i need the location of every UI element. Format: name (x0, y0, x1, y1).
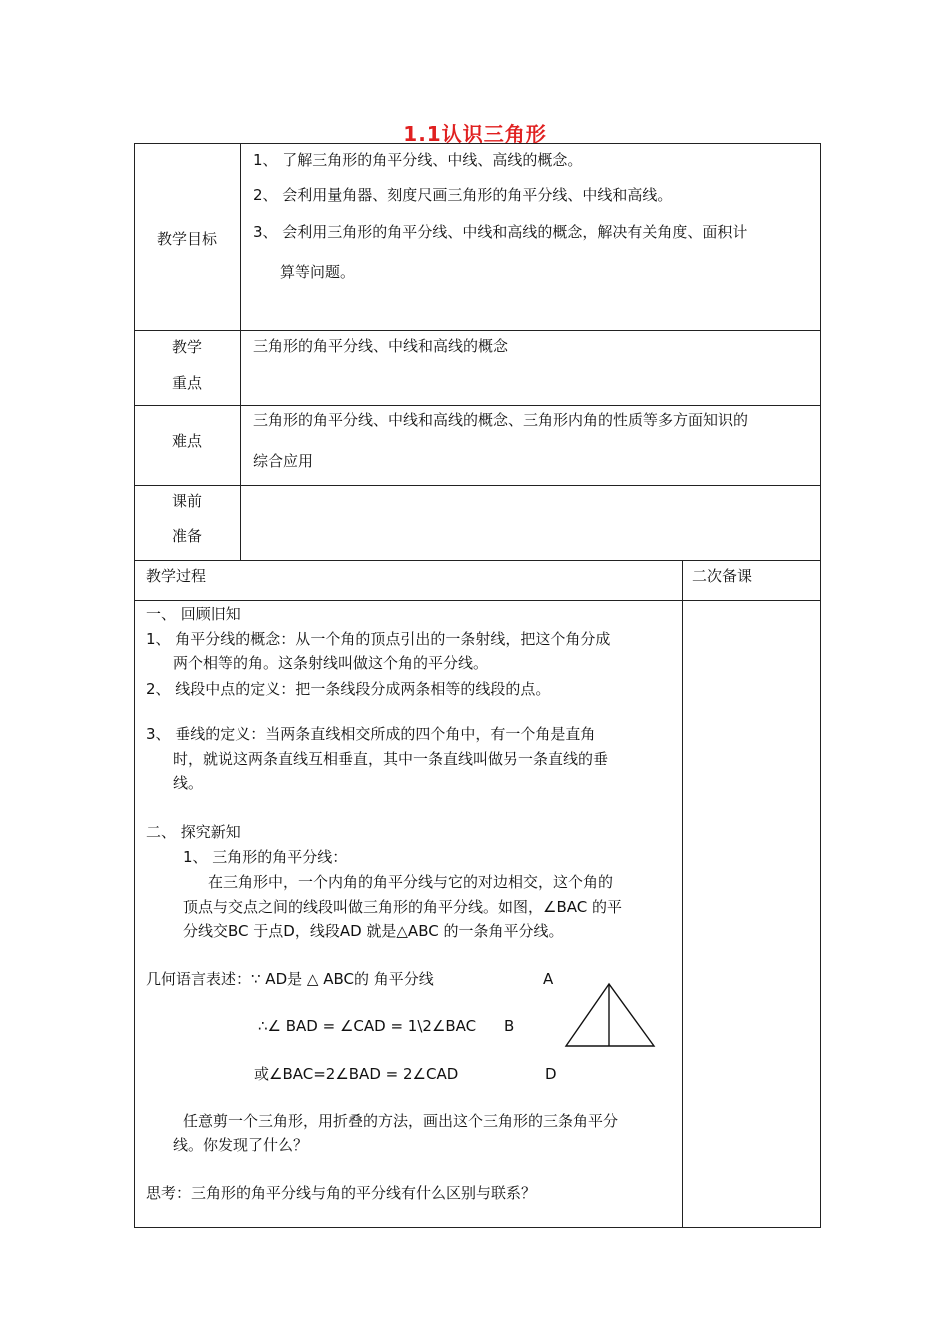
triangle-figure (560, 980, 660, 1052)
review-item: 3、 垂线的定义：当两条直线相交所成的四个角中，有一个角是直角 (146, 725, 596, 743)
review-item: 2、 线段中点的定义：把一条线段分成两条相等的线段的点。 (146, 680, 551, 698)
difficulties-content: 综合应用 (253, 452, 314, 470)
row-divider (134, 600, 821, 601)
triangle-abc (566, 984, 654, 1046)
geometry-statement: 几何语言表述：∵ AD是 △ ABC的 角平分线 (146, 970, 434, 988)
difficulties-content: 三角形的角平分线、中线和高线的概念、三角形内角的性质等多方面知识的 (253, 411, 749, 429)
key-points-content: 三角形的角平分线、中线和高线的概念 (253, 337, 509, 355)
column-divider (682, 560, 683, 1228)
review-heading: 一、 回顾旧知 (146, 605, 241, 623)
review-item: 1、 角平分线的概念：从一个角的顶点引出的一条射线，把这个角分成 (146, 630, 611, 648)
geometry-statement: ∴∠ BAD = ∠CAD = 1\2∠BAC (258, 1017, 477, 1035)
row-divider (134, 485, 821, 486)
key-points-label: 教学 (171, 338, 202, 356)
think-question: 思考：三角形的角平分线与角的平分线有什么区别与联系？ (146, 1184, 537, 1202)
table-divider (240, 143, 241, 561)
review-item: 线。 (173, 774, 204, 792)
objective-item: 算等问题。 (280, 263, 356, 281)
key-points-label: 重点 (171, 374, 202, 392)
explore-paragraph: 在三角形中，一个内角的角平分线与它的对边相交，这个角的 (208, 873, 614, 891)
point-label-a: A (543, 970, 554, 988)
row-divider (134, 405, 821, 406)
page-title: 1.1认识三角形 (403, 122, 547, 146)
difficulties-label: 难点 (171, 432, 202, 450)
task-text: 任意剪一个三角形，用折叠的方法，画出这个三角形的三条角平分 (183, 1112, 619, 1130)
explore-subheading: 1、 三角形的角平分线： (183, 848, 348, 866)
explore-paragraph: 分线交BC 于点D，线段AD 就是△ABC 的一条角平分线。 (183, 922, 564, 940)
preparation-label: 课前 (171, 492, 202, 510)
objective-item: 2、 会利用量角器、刻度尺画三角形的角平分线、中线和高线。 (253, 186, 673, 204)
point-label-b: B (504, 1017, 515, 1035)
process-header: 教学过程 (146, 567, 207, 585)
explore-paragraph: 顶点与交点之间的线段叫做三角形的角平分线。如图，∠BAC 的平 (183, 898, 622, 916)
point-label-d: D (545, 1065, 557, 1083)
row-divider (134, 330, 821, 331)
geometry-statement: 或∠BAC=2∠BAD = 2∠CAD (254, 1065, 459, 1083)
review-item: 时，就说这两条直线互相垂直，其中一条直线叫做另一条直线的垂 (173, 750, 609, 768)
second-prep-header: 二次备课 (692, 567, 753, 585)
review-item: 两个相等的角。这条射线叫做这个角的平分线。 (173, 654, 489, 672)
explore-heading: 二、 探究新知 (146, 823, 241, 841)
preparation-label: 准备 (171, 527, 202, 545)
objective-item: 1、 了解三角形的角平分线、中线、高线的概念。 (253, 151, 583, 169)
task-text: 线。你发现了什么？ (173, 1136, 309, 1154)
objectives-label: 教学目标 (156, 230, 217, 248)
objective-item: 3、 会利用三角形的角平分线、中线和高线的概念，解决有关角度、面积计 (253, 223, 748, 241)
